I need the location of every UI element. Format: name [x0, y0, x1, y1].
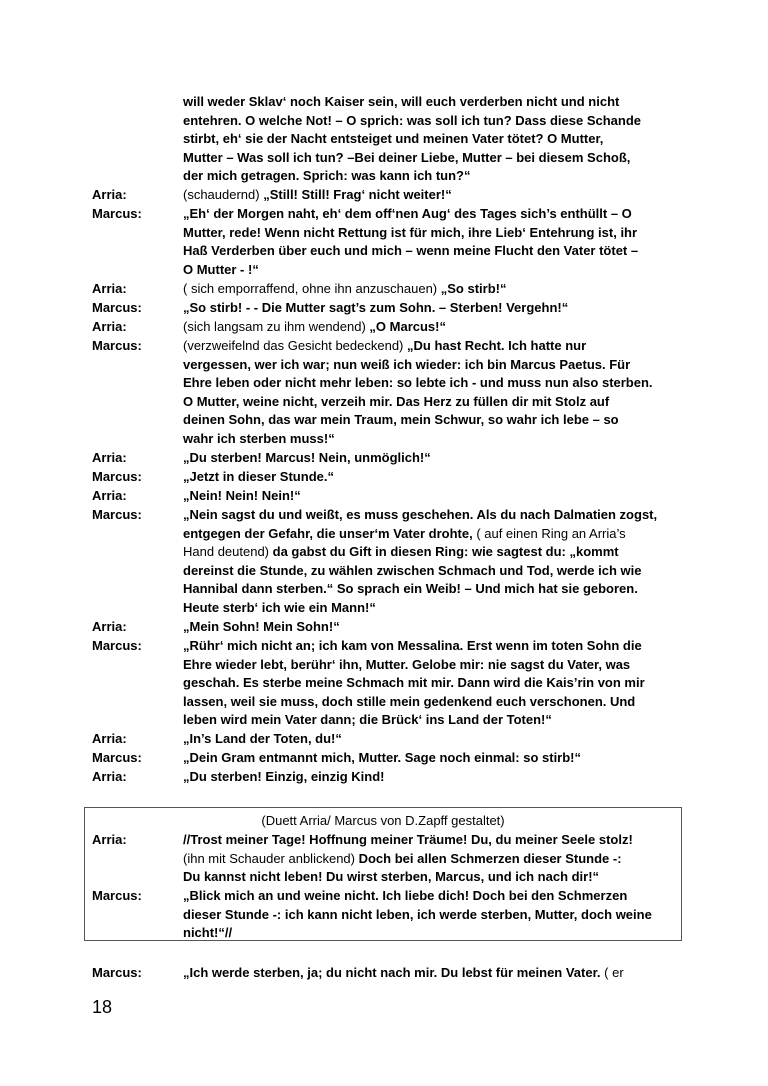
dialogue-text: //Trost meiner Tage! Hoffnung meiner Träume! Du, du meiner Seele stolz! (ihn mit Schauder anblickend) Doch bei allen Schmerzen dieser Stunde -: Du kannst nicht leben! Du wirst sterben, Marcus, und ich nach dir!“ — [183, 832, 633, 885]
page-number: 18 — [92, 997, 113, 1017]
speaker-label: Arria: — [92, 319, 127, 334]
speaker-label: Arria: — [92, 769, 127, 784]
dialogue-text: „So stirb! - - Die Mutter sagt’s zum Sohn. – Sterben! Vergehn!“ — [183, 300, 569, 315]
dialogue-text: „Du sterben! Einzig, einzig Kind! — [183, 769, 385, 784]
duet-title: (Duett Arria/ Marcus von D.Zapff gestaltet) — [261, 813, 505, 828]
dialogue-text: (verzweifelnd das Gesicht bedeckend) „Du hast Recht. Ich hatte nur vergessen, wer ich war; nun weiß ich wieder: ich bin Marcus Paetus. Für Ehre leben oder nicht mehr leben: so lebte ich - und muss nun also sterben. O Mutter, weine nicht, verzeih mir. Das Herz zu füllen dir mit Stolz auf deinen Sohn, das war mein Traum, mein Schwur, so wahr ich lebe – so wahr ich sterben muss!“ — [183, 338, 653, 446]
duet-box — [84, 807, 682, 941]
speaker-label: Marcus: — [92, 206, 142, 221]
speaker-label: Marcus: — [92, 300, 142, 315]
dialogue-text: „Rühr‘ mich nicht an; ich kam von Messalina. Erst wenn im toten Sohn die Ehre wieder lebt, berühr‘ ihn, Mutter. Gelobe mir: nie sagst du Vater, was geschah. Es sterbe meine Schmach mit mir. Dann wird die Kais’rin von mir lassen, weil sie muss, doch stille mein gedenkend euch verschonen. Und leben wird mein Vater dann; die Brück‘ ins Land der Toten!“ — [183, 638, 645, 728]
dialogue-text: (sich langsam zu ihm wendend) „O Marcus!“ — [183, 319, 446, 334]
dialogue-text: „Dein Gram entmannt mich, Mutter. Sage noch einmal: so stirb!“ — [183, 750, 582, 765]
speaker-label: Marcus: — [92, 888, 142, 903]
dialogue-text: will weder Sklav‘ noch Kaiser sein, will euch verderben nicht und nicht entehren. O welche Not! – O sprich: was soll ich tun? Dass diese Schande stirbt, eh‘ sie der Nacht entsteiget und meinen Vater tötet? O Mutter, Mutter – Was soll ich tun? –Bei deiner Liebe, Mutter – bei diesem Schoß, der mich getragen. Sprich: was kann ich tun?“ — [183, 94, 642, 184]
speaker-label: Marcus: — [92, 638, 142, 653]
dialogue-text: „Eh‘ der Morgen naht, eh‘ dem off‘nen Aug‘ des Tages sich’s enthüllt – O Mutter, rede! Wenn nicht Rettung ist für mich, ihre Lieb‘ Entehrung ist, ihr Haß Verderben über euch und mich – wenn meine Flucht den Vater tötet – O Mutter - !“ — [183, 206, 639, 277]
dialogue-text: „Jetzt in dieser Stunde.“ — [183, 469, 334, 484]
dialogue-text: (schaudernd) „Still! Still! Frag‘ nicht weiter!“ — [183, 187, 452, 202]
dialogue-text: ( sich emporraffend, ohne ihn anzuschauen) „So stirb!“ — [183, 281, 507, 296]
speaker-label: Marcus: — [92, 750, 142, 765]
speaker-label: Arria: — [92, 619, 127, 634]
dialogue-text: „Nein sagst du und weißt, es muss geschehen. Als du nach Dalmatien zogst, entgegen der Gefahr, die unser‘m Vater drohte, ( auf einen Ring an Arria’s Hand deutend) da gabst du Gift in diesen Ring: wie sagtest du: „kommt dereinst die Stunde, zu wählen zwischen Schmach und Tod, werde ich wie Hannibal dann sterben.“ So sprach ein Weib! – Und mich hat sie geboren. Heute sterb‘ ich wie ein Mann!“ — [183, 507, 658, 615]
dialogue-text: „Ich werde sterben, ja; du nicht nach mir. Du lebst für meinen Vater. ( er — [183, 965, 624, 980]
dialogue-text: „Du sterben! Marcus! Nein, unmöglich!“ — [183, 450, 431, 465]
dialogue-text: „In’s Land der Toten, du!“ — [183, 731, 342, 746]
speaker-label: Arria: — [92, 832, 127, 847]
speaker-label: Marcus: — [92, 338, 142, 353]
speaker-label: Arria: — [92, 731, 127, 746]
speaker-label: Arria: — [92, 281, 127, 296]
dialogue-text: „Blick mich an und weine nicht. Ich liebe dich! Doch bei den Schmerzen dieser Stunde -: ich kann nicht leben, ich werde sterben, Mutter, doch weine nicht!“// — [183, 888, 652, 941]
speaker-label: Marcus: — [92, 965, 142, 980]
dialogue-text: „Nein! Nein! Nein!“ — [183, 488, 301, 503]
speaker-label: Arria: — [92, 488, 127, 503]
speaker-label: Marcus: — [92, 469, 142, 484]
dialogue-text: „Mein Sohn! Mein Sohn!“ — [183, 619, 340, 634]
speaker-label: Arria: — [92, 187, 127, 202]
speaker-label: Marcus: — [92, 507, 142, 522]
speaker-label: Arria: — [92, 450, 127, 465]
